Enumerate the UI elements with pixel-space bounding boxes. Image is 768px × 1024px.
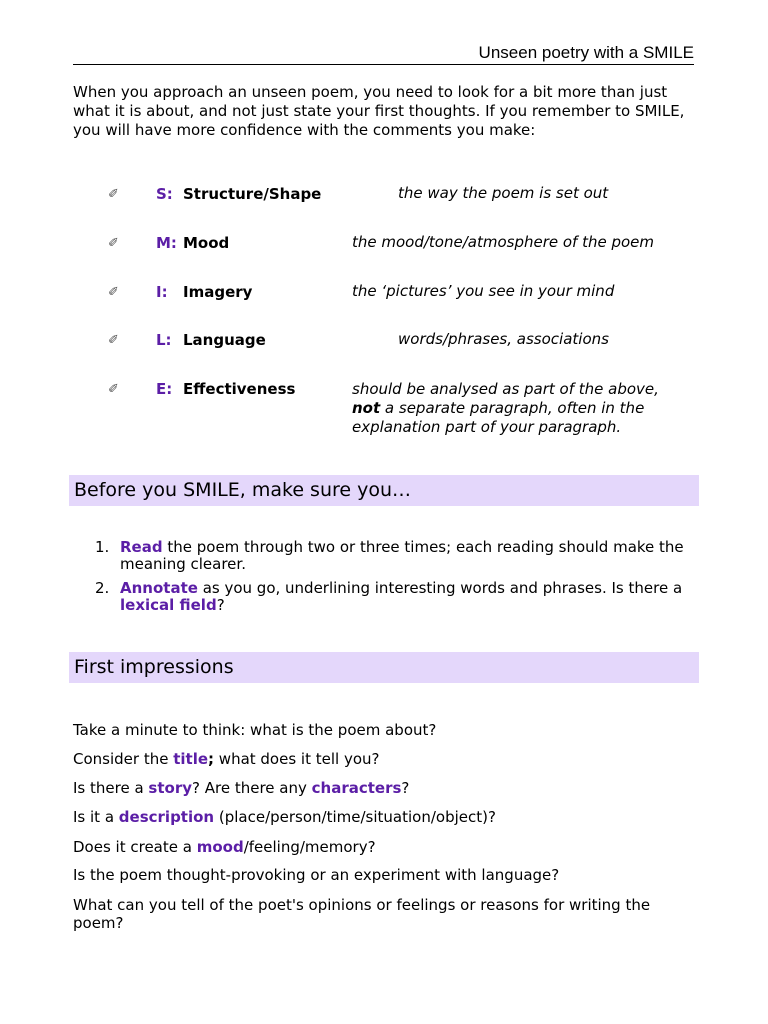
keyword: description [118, 808, 215, 826]
question: Consider the title; what does it tell you? [73, 750, 380, 768]
keyword: story [148, 779, 193, 797]
smile-row-mood [0, 233, 768, 253]
list-item: 2. Annotate as you go, underlining interesting words and phrases. Is there a lexical field? [95, 579, 683, 614]
question: Is it a description (place/person/time/situation/object)? [73, 808, 496, 826]
question: Is there a story? Are there any characters? [73, 779, 410, 797]
smile-row-structure [0, 184, 768, 204]
smile-row-effectiveness [0, 379, 768, 439]
smile-row-imagery [0, 282, 768, 302]
intro-paragraph: When you approach an unseen poem, you need to look for a bit more than just what it is about, and not just state your first thoughts. If you remember to SMILE, you will have more confidence with the comments you make: [73, 83, 685, 139]
section-heading-first-impressions [69, 652, 699, 683]
list-item: 1. Read the poem through two or three times; each reading should make the meaning clearer. [95, 538, 684, 573]
keyword: Annotate [120, 579, 198, 597]
page-header [73, 42, 694, 65]
question: Is the poem thought-provoking or an experiment with language? [73, 866, 560, 884]
question: Does it create a mood/feeling/memory? [73, 838, 376, 856]
smile-term: Effectiveness [183, 380, 296, 398]
emphasis-not: not [352, 399, 381, 417]
smile-term: Language [183, 331, 266, 349]
keyword: characters [311, 779, 402, 797]
header-title: Unseen poetry with a SMILE [478, 43, 694, 62]
smile-term: Imagery [183, 283, 253, 301]
section-title: First impressions [74, 656, 234, 678]
keyword: lexical field [120, 595, 217, 614]
smile-term: Structure/Shape [183, 185, 322, 203]
section-title: Before you SMILE, make sure you… [74, 479, 412, 501]
quill-pen-icon: ✐ [108, 382, 119, 397]
smile-row-language [0, 330, 768, 350]
steps-list [95, 539, 695, 621]
smile-letter: S: [156, 185, 173, 203]
smile-letter: L: [156, 331, 172, 349]
smile-letter: E: [156, 380, 173, 398]
question: Take a minute to think: what is the poem about? [73, 721, 437, 739]
keyword: mood [196, 838, 244, 856]
quill-pen-icon: ✐ [108, 333, 119, 348]
section-heading-before-smile [69, 475, 699, 506]
quill-pen-icon: ✐ [108, 187, 119, 202]
list-number: 2. [95, 579, 110, 597]
smile-description: should be analysed as part of the above, not a separate paragraph, often in the explanation part of your paragraph. [352, 380, 659, 436]
smile-letter: I: [156, 283, 168, 301]
keyword: Read [120, 538, 163, 556]
quill-pen-icon: ✐ [108, 236, 119, 251]
list-number: 1. [95, 538, 110, 556]
keyword: title [173, 750, 209, 768]
smile-description: the mood/tone/atmosphere of the poem [352, 233, 655, 251]
question: What can you tell of the poet's opinions or feelings or reasons for writing the poem? [73, 896, 651, 932]
smile-description: the ‘pictures’ you see in your mind [352, 282, 615, 300]
smile-description: the way the poem is set out [398, 184, 609, 202]
smile-letter: M: [156, 234, 177, 252]
smile-term: Mood [183, 234, 230, 252]
quill-pen-icon: ✐ [108, 285, 119, 300]
smile-description: words/phrases, associations [398, 330, 609, 348]
